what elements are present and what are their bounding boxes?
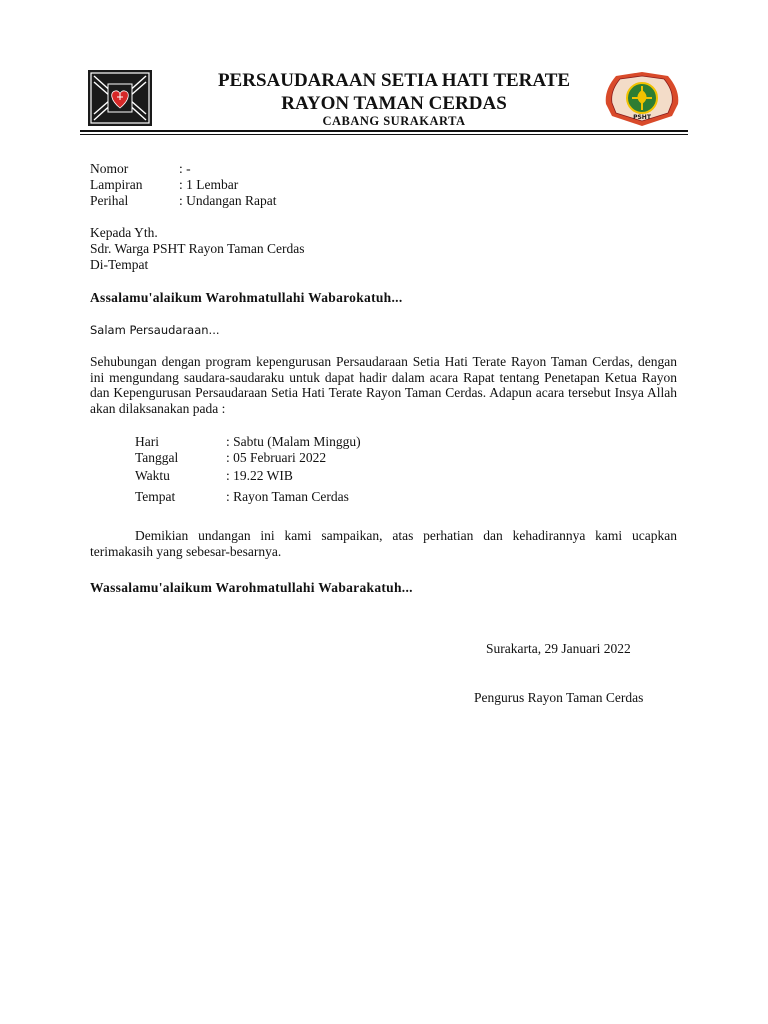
event-value: : Rayon Taman Cerdas (226, 489, 349, 504)
meta-value: : - (179, 161, 191, 176)
salam-persaudaraan: Salam Persaudaraan... (90, 323, 220, 337)
meta-value: : Undangan Rapat (179, 193, 277, 208)
event-value: : 19.22 WIB (226, 468, 293, 483)
event-label: Tempat (135, 489, 176, 504)
header-rule-thick (80, 130, 688, 132)
event-value: : 05 Februari 2022 (226, 450, 327, 465)
meta-label: Nomor (90, 161, 129, 176)
body-paragraph: Sehubungan dengan program kepengurusan Persaudaraan Setia Hati Terate Rayon Taman Cerdas, dengan ini mengundang saudara-saudaraku untuk dapat hadir dalam acara Rapat tentang Penetapan Ketua Rayon dan Kepengurusan Persaudaraan Setia Hati Terate Rayon Taman Cerdas. Adapun acara tersebut Insya Allah akan dilaksanakan pada : (90, 354, 677, 416)
header-rule-thin (80, 134, 688, 135)
branch-name: CABANG SURAKARTA (322, 114, 466, 128)
rayon-name: RAYON TAMAN CERDAS (281, 93, 507, 114)
event-label: Waktu (135, 468, 170, 483)
meta-label: Perihal (90, 193, 129, 208)
recipient-line: Kepada Yth. (90, 225, 158, 240)
org-name: PERSAUDARAAN SETIA HATI TERATE (217, 70, 571, 91)
place-date: Surakarta, 29 Januari 2022 (486, 641, 631, 656)
closing-paragraph: Demikian undangan ini kami sampaikan, atas perhatian dan kehadirannya kami ucapkan terimakasih yang sebesar-besarnya. (90, 528, 677, 559)
event-value: : Sabtu (Malam Minggu) (226, 434, 361, 449)
event-label: Hari (135, 434, 159, 449)
seal-lettering: PSHT (633, 114, 651, 121)
signatory: Pengurus Rayon Taman Cerdas (474, 690, 644, 705)
recipient-line: Sdr. Warga PSHT Rayon Taman Cerdas (90, 241, 305, 256)
opening-greeting: Assalamu'alaikum Warohmatullahi Wabarokatuh... (90, 290, 403, 305)
recipient-line: Di-Tempat (90, 257, 149, 272)
meta-value: : 1 Lembar (179, 177, 239, 192)
meta-label: Lampiran (90, 177, 143, 192)
event-label: Tanggal (135, 450, 179, 465)
closing-greeting: Wassalamu'alaikum Warohmatullahi Wabarakatuh... (90, 580, 413, 595)
